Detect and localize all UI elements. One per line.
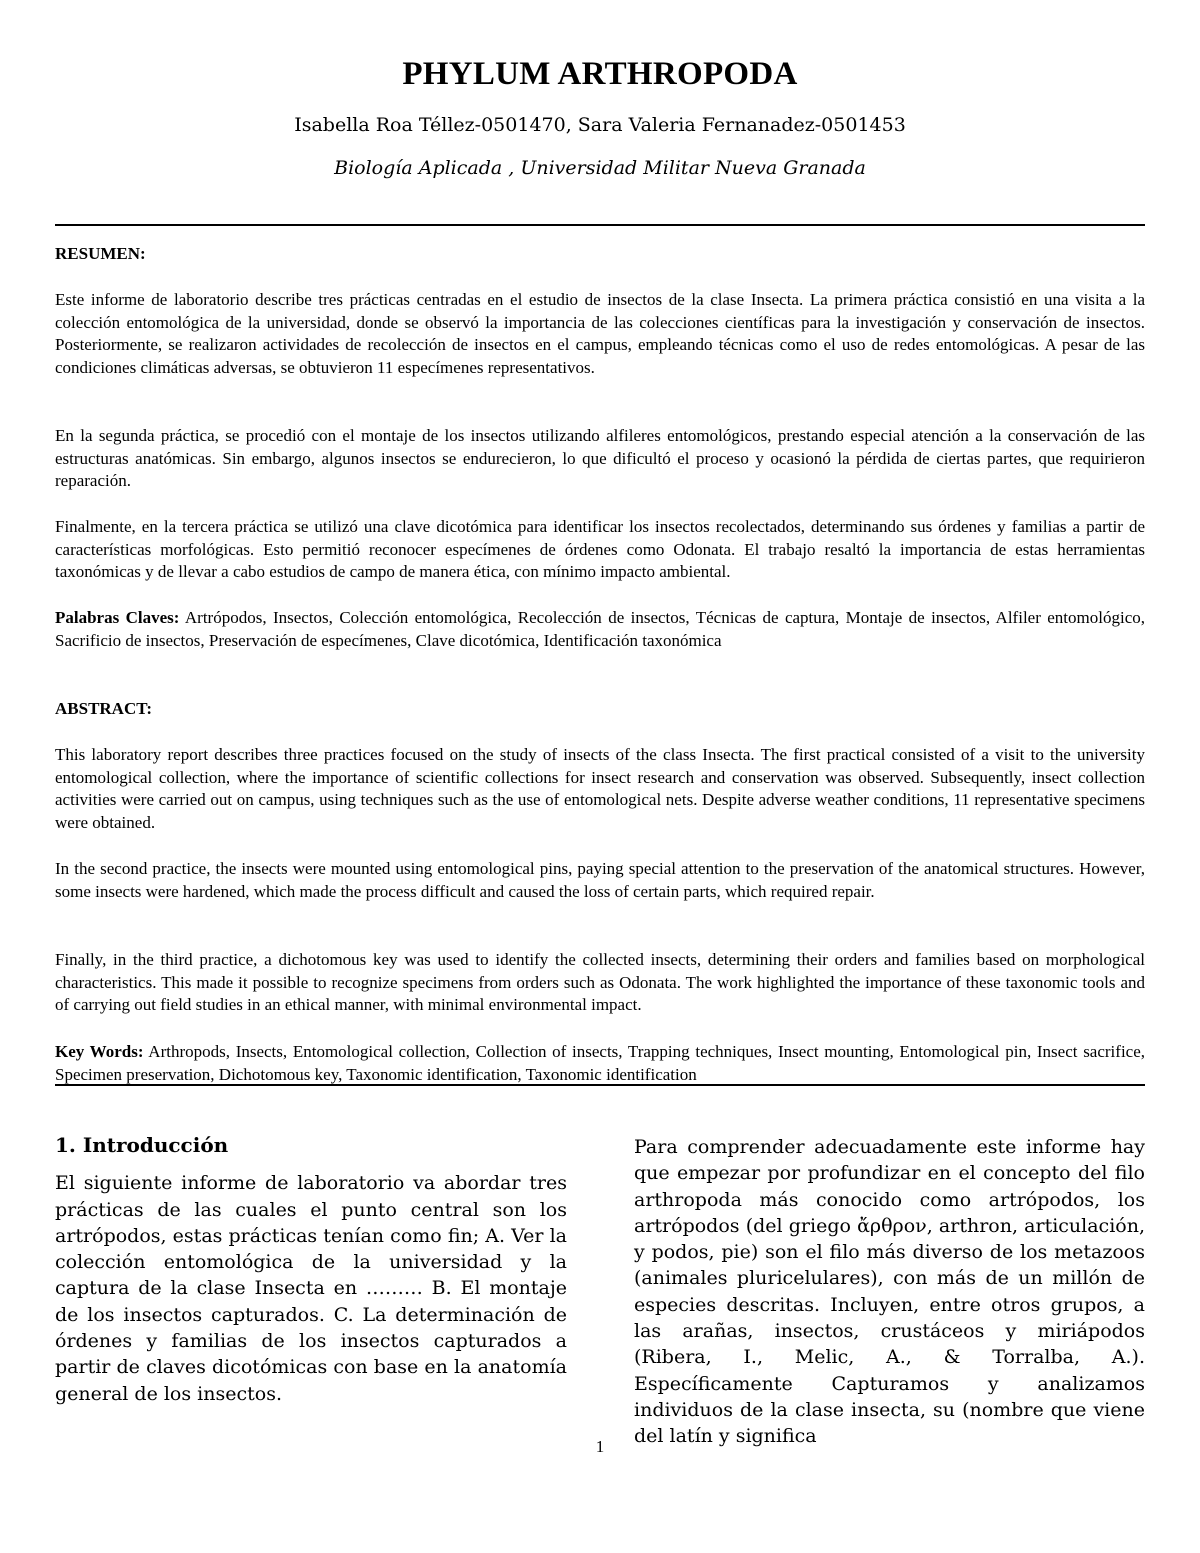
introduction-left-paragraph: El siguiente informe de laboratorio va abordar tres prácticas de las cuales el punto central son los artrópodos, estas prácticas tenían como fin; A. Ver la colección entomológica de la universidad y la captura de la clase Insecta en ……… B. El montaje de los insectos capturados. C. La determinación de órdenes y familias de los insectos capturados a partir de claves dicotómicas con base en la anatomía general de los insectos.: [55, 1172, 567, 1405]
abstract-keywords-label: Key Words:: [55, 1042, 144, 1061]
resumen-paragraph-2-block: [55, 425, 1145, 493]
right-column: [634, 1134, 1145, 1450]
resumen-heading-block: [55, 243, 1145, 266]
paper-title: PHYLUM ARTHROPODA: [402, 56, 798, 92]
abstract-paragraph-2-block: [55, 858, 1145, 903]
abstract-keywords: [55, 1041, 1145, 1086]
abstract-paragraph-3-block: [55, 949, 1145, 1017]
resumen-keywords-label: Palabras Claves:: [55, 608, 180, 627]
resumen-paragraph: Finalmente, en la tercera práctica se utilizó una clave dicotómica para identificar los insectos recolectados, determinando sus órdenes y familias a partir de características morfológicas. Esto permitió reconocer especímenes de órdenes como Odonata. El trabajo resaltó la importancia de estas herramientas taxonómicas y de llevar a cabo estudios de campo de manera ética, con mínimo impacto ambiental.: [55, 517, 1145, 582]
resumen-paragraph: Este informe de laboratorio describe tres prácticas centradas en el estudio de insectos de la clase Insecta. La primera práctica consistió en una visita a la colección entomológica de la universidad, donde se observó la importancia de las colecciones científicas para la investigación y conservación de insectos. Posteriormente, se realizaron actividades de recolección de insectos en el campus, empleando técnicas como el uso de redes entomológicas. A pesar de las condiciones climáticas adversas, se obtuvieron 11 especímenes representativos.: [55, 290, 1145, 377]
section-heading-introduccion: 1. Introducción: [55, 1133, 229, 1157]
resumen-heading: RESUMEN:: [55, 244, 146, 263]
resumen-keywords-text: Artrópodos, Insectos, Colección entomológica, Recolección de insectos, Técnicas de captura, Montaje de insectos, Alfiler entomológico, Sacrificio de insectos, Preservación de especímenes, Clave dicotómica, Identificación taxonómica: [55, 608, 1145, 650]
abstract-paragraph: In the second practice, the insects were mounted using entomological pins, paying special attention to the preservation of the anatomical structures. However, some insects were hardened, which made the process difficult and caused the loss of certain parts, which required repair.: [55, 859, 1145, 901]
resumen-keywords-block: [55, 607, 1145, 652]
left-column: [55, 1132, 567, 1407]
page-number: 1: [595, 1437, 605, 1456]
abstract-keywords-text: Arthropods, Insects, Entomological collection, Collection of insects, Trapping techniques, Insect mounting, Entomological pin, Insect sacrifice, Specimen preservation, Dichotomous key, Taxonomic identification, Taxonomic identification: [55, 1042, 1146, 1084]
abstract-heading: ABSTRACT:: [55, 699, 152, 718]
resumen-paragraph-3-block: [55, 516, 1145, 584]
abstract-heading-block: [55, 698, 1145, 721]
abstract-divider: [55, 1084, 1145, 1086]
abstract-paragraph-1-block: [55, 744, 1145, 834]
resumen-keywords: [55, 607, 1145, 652]
paper-authors: Isabella Roa Téllez-0501470, Sara Valeria Fernanadez-0501453: [294, 114, 906, 136]
abstract-paragraph: Finally, in the third practice, a dichotomous key was used to identify the collected insects, determining their orders and families based on morphological characteristics. This made it possible to recognize specimens from orders such as Odonata. The work highlighted the importance of these taxonomic tools and of carrying out field studies in an ethical manner, with minimal environmental impact.: [55, 950, 1145, 1015]
abstract-paragraph: This laboratory report describes three practices focused on the study of insects of the class Insecta. The first practical consisted of a visit to the university entomological collection, where the importance of scientific collections for insect research and conservation was observed. Subsequently, insect collection activities were carried out on campus, using techniques such as the use of entomological nets. Despite adverse weather conditions, 11 representative specimens were obtained.: [55, 745, 1145, 832]
header-divider: [55, 224, 1145, 226]
abstract-keywords-block: [55, 1041, 1145, 1086]
introduction-right-paragraph: Para comprender adecuadamente este informe hay que empezar por profundizar en el concepto del filo arthropoda más conocido como artrópodos, los artrópodos (del griego ἄρθρον, arthron, articulación, y podos, pie) son el filo más diverso de los metazoos (animales pluricelulares), con más de un millón de especies descritas. Incluyen, entre otros grupos, a las arañas, insectos, crustáceos y miriápodos (Ribera, I., Melic, A., & Torralba, A.). Específicamente Capturamos y analizamos individuos de la clase insecta, su (nombre que viene del latín y significa: [634, 1136, 1145, 1448]
paper-affiliation: Biología Aplicada , Universidad Militar Nueva Granada: [334, 157, 866, 179]
resumen-paragraph: En la segunda práctica, se procedió con el montaje de los insectos utilizando alfileres entomológicos, prestando especial atención a la conservación de las estructuras anatómicas. Sin embargo, algunos insectos se endurecieron, lo que dificultó el proceso y ocasionó la pérdida de ciertas partes, que requirieron reparación.: [55, 426, 1145, 491]
resumen-paragraph-1-block: [55, 289, 1145, 379]
